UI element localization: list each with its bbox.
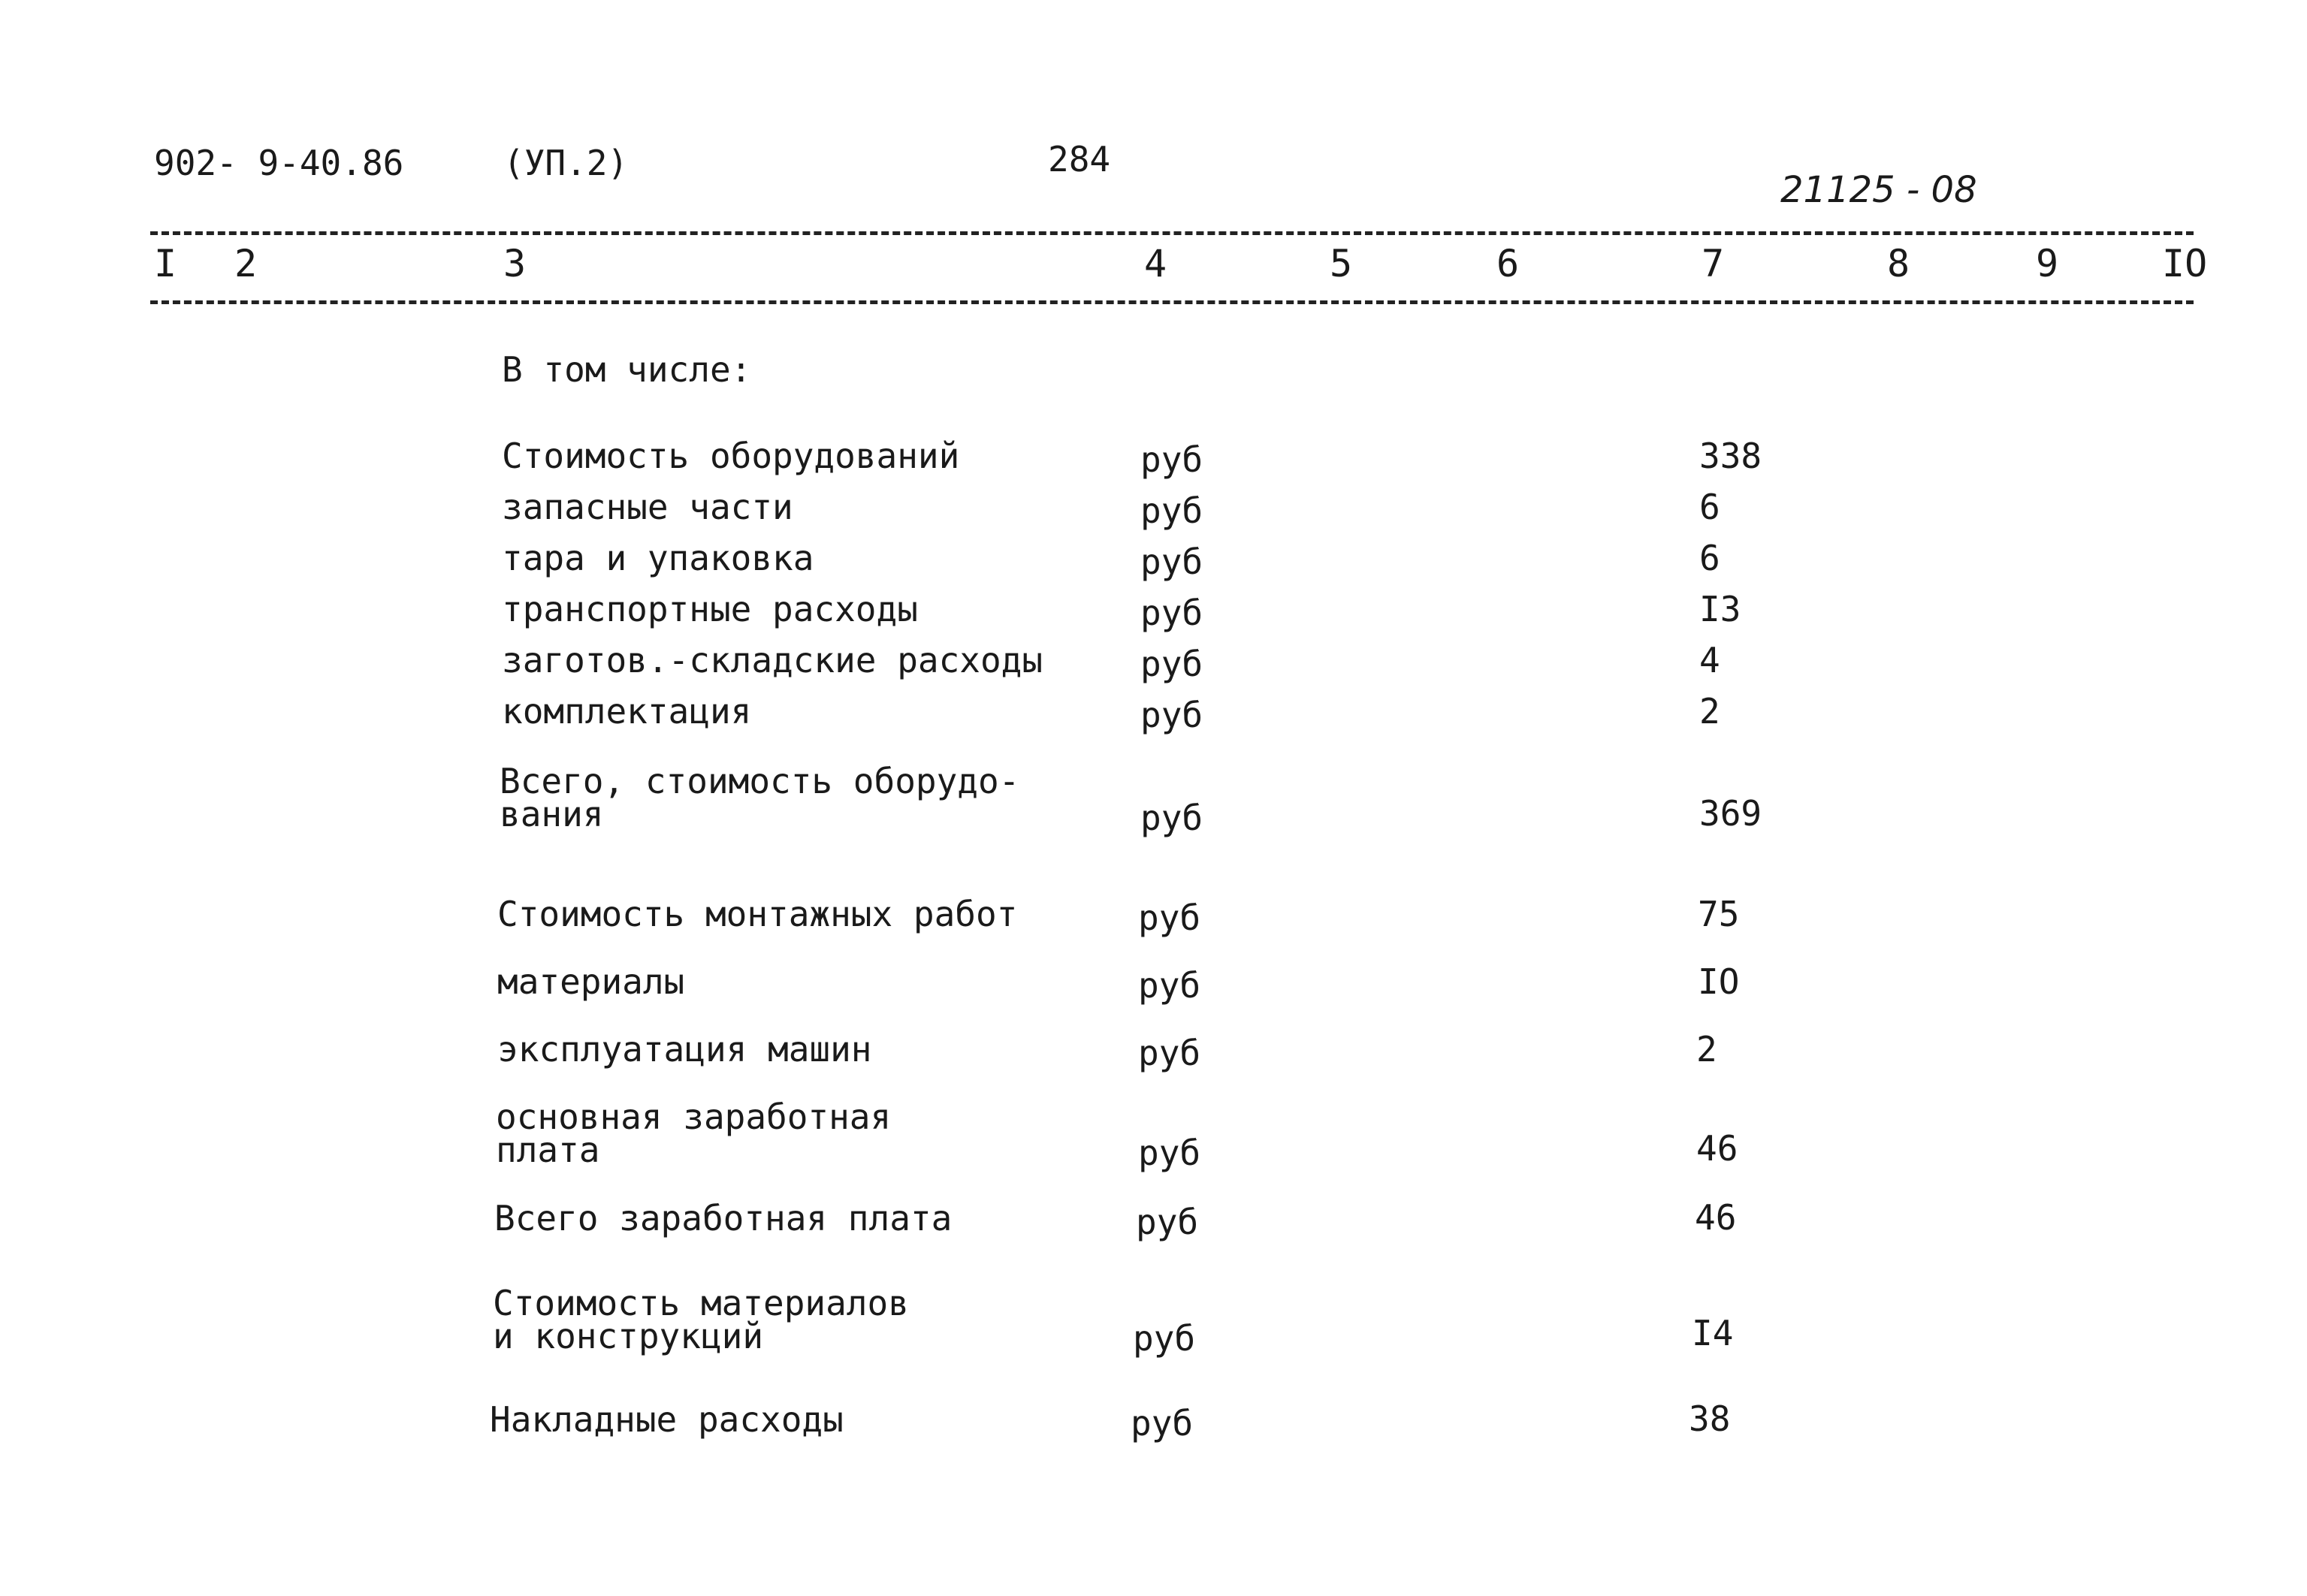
row-value: 46: [1695, 1197, 1737, 1238]
row-unit: руб: [1133, 1318, 1196, 1359]
stamp-number: 21125 - 08: [1780, 169, 1977, 211]
row-label: Накладные расходы: [490, 1399, 844, 1440]
row-value: 46: [1696, 1128, 1738, 1169]
page-number: 284: [1048, 139, 1111, 180]
column-number: 6: [1496, 242, 1520, 285]
row-label: Всего заработная плата: [494, 1198, 953, 1238]
row-value: I3: [1699, 589, 1741, 629]
row-unit: руб: [1138, 898, 1201, 938]
row-value: 6: [1699, 487, 1720, 527]
row-unit: руб: [1140, 695, 1203, 735]
row-value: I4: [1692, 1313, 1734, 1353]
row-unit: руб: [1140, 542, 1203, 582]
row-label: транспортные расходы: [502, 589, 918, 629]
row-unit: руб: [1140, 593, 1203, 633]
column-number: 4: [1144, 242, 1167, 285]
row-value: 38: [1689, 1398, 1731, 1439]
row-value: 338: [1699, 436, 1762, 476]
row-label: эксплуатация машин: [497, 1029, 872, 1070]
row-value: 6: [1699, 538, 1720, 578]
row-label: Всего, стоимость оборудо- вания: [500, 761, 1020, 834]
row-unit: руб: [1140, 439, 1203, 480]
document-code: 902- 9-40.86: [154, 143, 404, 183]
row-value: 75: [1698, 894, 1740, 934]
row-value: 2: [1696, 1029, 1717, 1070]
column-number: IO: [2162, 242, 2208, 285]
row-unit: руб: [1138, 965, 1201, 1006]
row-label: Стоимость монтажных работ: [497, 894, 1018, 934]
section-subtitle: В том числе:: [502, 349, 752, 390]
row-unit: руб: [1140, 644, 1203, 684]
row-label: Стоимость оборудований: [502, 436, 960, 476]
row-label: материалы: [497, 961, 685, 1002]
column-number: 9: [2036, 242, 2059, 285]
row-label: основная заработная плата: [496, 1097, 892, 1170]
row-unit: руб: [1138, 1133, 1201, 1173]
row-label: Стоимость материалов и конструкций: [493, 1283, 909, 1356]
row-unit: руб: [1140, 490, 1203, 531]
album-number: (УП.2): [503, 143, 629, 183]
row-unit: руб: [1136, 1202, 1199, 1242]
column-number: 3: [503, 242, 527, 285]
row-label: тара и упаковка: [502, 538, 814, 578]
column-number: 7: [1702, 242, 1725, 285]
row-value: 369: [1699, 793, 1762, 834]
row-label: заготов.-складские расходы: [502, 640, 1043, 680]
column-number: 5: [1330, 242, 1353, 285]
row-value: 4: [1699, 640, 1720, 680]
column-number: 8: [1887, 242, 1910, 285]
row-value: IO: [1698, 961, 1740, 1002]
row-unit: руб: [1131, 1403, 1194, 1444]
row-label: запасные части: [502, 487, 793, 527]
column-number: 2: [234, 242, 258, 285]
column-number: I: [154, 242, 177, 285]
column-header-top-rule: [150, 231, 2194, 235]
column-header-bottom-rule: [150, 300, 2194, 304]
row-label: комплектация: [502, 691, 752, 732]
row-unit: руб: [1140, 798, 1203, 838]
row-value: 2: [1699, 691, 1720, 732]
row-unit: руб: [1138, 1033, 1201, 1073]
